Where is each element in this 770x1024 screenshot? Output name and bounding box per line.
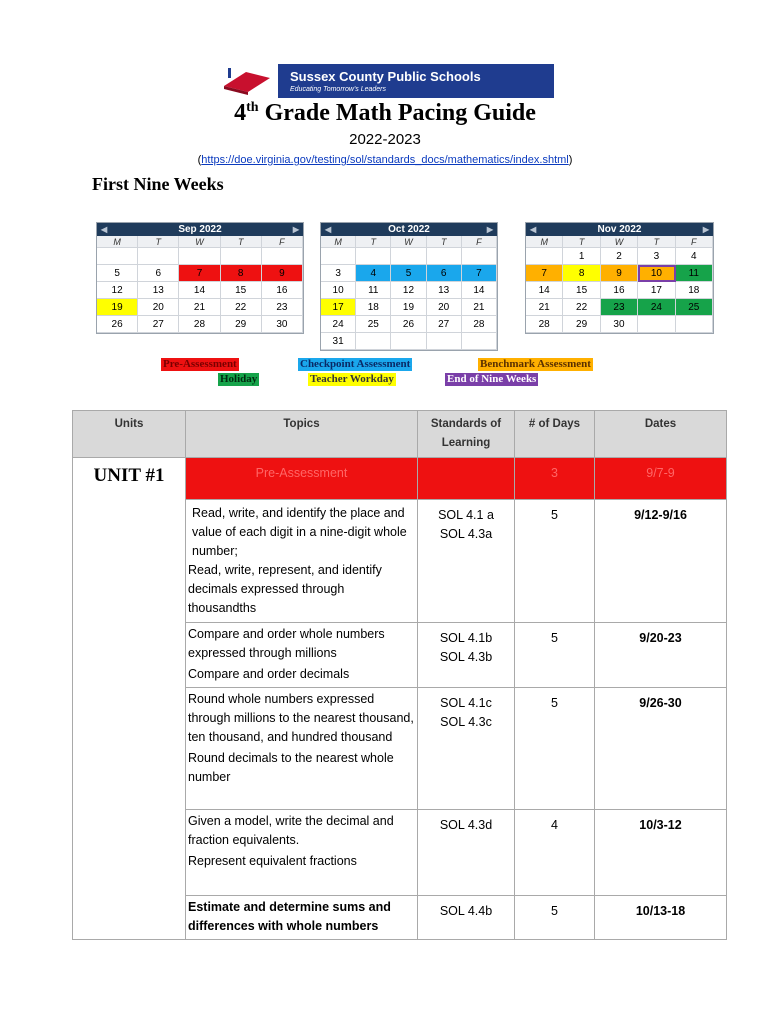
calendar-day: 4 xyxy=(356,265,391,282)
calendar-day: 13 xyxy=(427,282,462,299)
calendar-day: 26 xyxy=(97,316,138,333)
header-dates: Dates xyxy=(595,411,727,458)
row-2-days: 5 xyxy=(515,623,595,688)
pre-assessment-sol xyxy=(418,458,515,500)
prev-month-arrow-icon: ◀ xyxy=(101,225,108,234)
calendar-day: 21 xyxy=(179,299,220,316)
row-2-dates: 9/20-23 xyxy=(595,623,727,688)
legend-holiday: Holiday xyxy=(220,373,258,385)
calendar-day: 14 xyxy=(462,282,497,299)
calendar-day: 16 xyxy=(601,282,638,299)
calendar-september xyxy=(96,222,304,334)
calendar-day: 3 xyxy=(321,265,356,282)
calendar-day: 30 xyxy=(262,316,303,333)
row-2-sols: SOL 4.1b SOL 4.3b xyxy=(418,623,515,688)
calendar-day xyxy=(321,248,356,265)
calendar-day: 2 xyxy=(601,248,638,265)
calendar-weekday: F xyxy=(262,236,303,248)
calendar-day xyxy=(462,333,497,350)
calendar-day: 11 xyxy=(356,282,391,299)
calendar-day: 10 xyxy=(321,282,356,299)
row-4-topics: Given a model, write the decimal and fraction equivalents. Represent equivalent fractions xyxy=(186,810,418,896)
calendar-day: 14 xyxy=(526,282,563,299)
calendar-day: 3 xyxy=(638,248,675,265)
calendar-day: 24 xyxy=(638,299,675,316)
calendar-day: 4 xyxy=(676,248,713,265)
pre-assessment-row xyxy=(73,458,727,500)
calendar-day: 10 xyxy=(638,265,675,282)
calendar-month-header xyxy=(321,223,497,236)
calendar-month-label: Oct 2022 xyxy=(388,224,430,235)
legend-benchmark: Benchmark Assessment xyxy=(480,358,591,370)
logo-tagline: Educating Tomorrow's Leaders xyxy=(290,85,387,93)
legend-teacher-workday: Teacher Workday xyxy=(310,373,394,385)
calendar-month-label: Sep 2022 xyxy=(178,224,222,235)
prev-month-arrow-icon: ◀ xyxy=(325,225,332,234)
row-1-days: 5 xyxy=(515,500,595,623)
calendar-day: 21 xyxy=(462,299,497,316)
calendar-day: 20 xyxy=(427,299,462,316)
row-4-dates: 10/3-12 xyxy=(595,810,727,896)
row-3-dates: 9/26-30 xyxy=(595,688,727,810)
calendar-day xyxy=(638,316,675,333)
next-month-arrow-icon: ▶ xyxy=(486,225,493,234)
calendar-day xyxy=(356,248,391,265)
calendar-weekday: M xyxy=(526,236,563,248)
calendar-day xyxy=(179,248,220,265)
prev-month-arrow-icon: ◀ xyxy=(530,225,537,234)
calendar-day: 1 xyxy=(563,248,600,265)
calendar-weekday: F xyxy=(462,236,497,248)
schoolhouse-logo-icon xyxy=(216,64,278,98)
calendar-weekday: M xyxy=(321,236,356,248)
section-heading: First Nine Weeks xyxy=(92,174,224,194)
row-4-days: 4 xyxy=(515,810,595,896)
school-logo xyxy=(216,64,554,98)
calendar-weekday: W xyxy=(179,236,220,248)
row-1-dates: 9/12-9/16 xyxy=(595,500,727,623)
row-2-topics: Compare and order whole numbers expressed through millions Compare and order decimals xyxy=(186,623,418,688)
calendar-day: 27 xyxy=(138,316,179,333)
next-month-arrow-icon: ▶ xyxy=(702,225,709,234)
calendar-day: 21 xyxy=(526,299,563,316)
calendar-day: 25 xyxy=(356,316,391,333)
unit-name: UNIT #1 xyxy=(73,458,186,940)
calendar-day: 20 xyxy=(138,299,179,316)
calendar-day: 22 xyxy=(221,299,262,316)
calendar-day: 12 xyxy=(391,282,426,299)
calendar-day: 14 xyxy=(179,282,220,299)
table-header-row xyxy=(73,411,727,458)
standards-link-line: (https://doe.virginia.gov/testing/sol/standards_docs/mathematics/index.shtml) xyxy=(197,154,573,166)
row-5-topics: Estimate and determine sums and differences with whole numbers xyxy=(186,896,418,940)
calendar-day: 15 xyxy=(563,282,600,299)
row-3-days: 5 xyxy=(515,688,595,810)
calendar-day xyxy=(221,248,262,265)
row-5-sols: SOL 4.4b xyxy=(418,896,515,940)
row-5-days: 5 xyxy=(515,896,595,940)
calendar-day: 27 xyxy=(427,316,462,333)
calendar-day: 17 xyxy=(638,282,675,299)
school-year: 2022-2023 xyxy=(349,131,421,148)
legend-pre-assessment: Pre-Assessment xyxy=(163,358,237,370)
calendar-november xyxy=(525,222,714,334)
calendar-weekday: T xyxy=(221,236,262,248)
calendar-day xyxy=(462,248,497,265)
calendar-day: 26 xyxy=(391,316,426,333)
calendar-weekday: T xyxy=(427,236,462,248)
calendar-day: 5 xyxy=(97,265,138,282)
row-1-topics: Read, write, and identify the place and value of each digit in a nine-digit whole number; Read, write, represent, and identify decimals expressed through thousandths xyxy=(186,500,418,623)
legend-checkpoint: Checkpoint Assessment xyxy=(300,358,411,370)
calendar-day: 23 xyxy=(601,299,638,316)
calendar-day xyxy=(391,248,426,265)
pre-assessment-days: 3 xyxy=(515,458,595,500)
calendar-weekday: T xyxy=(638,236,675,248)
pacing-table xyxy=(72,410,727,940)
calendar-month-header xyxy=(97,223,303,236)
calendar-day: 6 xyxy=(427,265,462,282)
calendar-day xyxy=(391,333,426,350)
calendar-weekday: M xyxy=(97,236,138,248)
calendar-weekday: F xyxy=(676,236,713,248)
calendar-day: 7 xyxy=(179,265,220,282)
calendar-day: 17 xyxy=(321,299,356,316)
calendar-day: 15 xyxy=(221,282,262,299)
calendar-day xyxy=(427,248,462,265)
calendar-day: 28 xyxy=(526,316,563,333)
calendar-day xyxy=(97,248,138,265)
calendar-day: 25 xyxy=(676,299,713,316)
calendar-day: 5 xyxy=(391,265,426,282)
calendar-day: 11 xyxy=(676,265,713,282)
pre-assessment-topic: Pre-Assessment xyxy=(186,458,418,500)
row-3-topics: Round whole numbers expressed through millions to the nearest thousand, ten thousand, and hundred thousand Round decimals to the nearest whole number xyxy=(186,688,418,810)
header-units: Units xyxy=(73,411,186,458)
calendar-day: 7 xyxy=(526,265,563,282)
calendar-day: 28 xyxy=(179,316,220,333)
calendar-day: 28 xyxy=(462,316,497,333)
row-4-sols: SOL 4.3d xyxy=(418,810,515,896)
header-topics: Topics xyxy=(186,411,418,458)
calendar-day: 23 xyxy=(262,299,303,316)
calendar-month-header xyxy=(526,223,713,236)
calendar-day: 18 xyxy=(676,282,713,299)
calendar-weekday: W xyxy=(601,236,638,248)
calendar-day: 6 xyxy=(138,265,179,282)
calendar-october xyxy=(320,222,498,351)
pre-assessment-dates: 9/7-9 xyxy=(595,458,727,500)
calendar-weekday: W xyxy=(391,236,426,248)
calendar-day xyxy=(356,333,391,350)
next-month-arrow-icon: ▶ xyxy=(292,225,299,234)
calendar-day: 19 xyxy=(97,299,138,316)
calendar-day: 18 xyxy=(356,299,391,316)
calendar-day: 13 xyxy=(138,282,179,299)
calendar-day: 9 xyxy=(262,265,303,282)
logo-school-name: Sussex County Public Schools xyxy=(290,68,481,84)
calendar-day xyxy=(526,248,563,265)
calendar-day: 16 xyxy=(262,282,303,299)
calendar-day: 30 xyxy=(601,316,638,333)
calendar-day: 7 xyxy=(462,265,497,282)
standards-link[interactable]: https://doe.virginia.gov/testing/sol/standards_docs/mathematics/index.shtml xyxy=(201,154,569,166)
calendar-day xyxy=(262,248,303,265)
calendar-day xyxy=(427,333,462,350)
row-5-dates: 10/13-18 xyxy=(595,896,727,940)
row-1-sols: SOL 4.1 a SOL 4.3a xyxy=(418,500,515,623)
calendar-weekday: T xyxy=(563,236,600,248)
calendar-day: 8 xyxy=(221,265,262,282)
calendar-day xyxy=(676,316,713,333)
calendar-month-label: Nov 2022 xyxy=(597,224,642,235)
calendar-day: 8 xyxy=(563,265,600,282)
calendar-weekday: T xyxy=(356,236,391,248)
page-title: 4th Grade Math Pacing Guide xyxy=(234,100,536,126)
calendar-day: 9 xyxy=(601,265,638,282)
calendar-day xyxy=(138,248,179,265)
calendar-day: 24 xyxy=(321,316,356,333)
calendar-day: 19 xyxy=(391,299,426,316)
header-standards: Standards of Learning xyxy=(418,411,515,458)
calendar-day: 29 xyxy=(221,316,262,333)
legend-end-of-nine-weeks: End of Nine Weeks xyxy=(447,373,537,385)
header-days: # of Days xyxy=(515,411,595,458)
calendar-day: 31 xyxy=(321,333,356,350)
row-3-sols: SOL 4.1c SOL 4.3c xyxy=(418,688,515,810)
calendar-day: 12 xyxy=(97,282,138,299)
calendar-day: 22 xyxy=(563,299,600,316)
calendar-weekday: T xyxy=(138,236,179,248)
calendar-day: 29 xyxy=(563,316,600,333)
